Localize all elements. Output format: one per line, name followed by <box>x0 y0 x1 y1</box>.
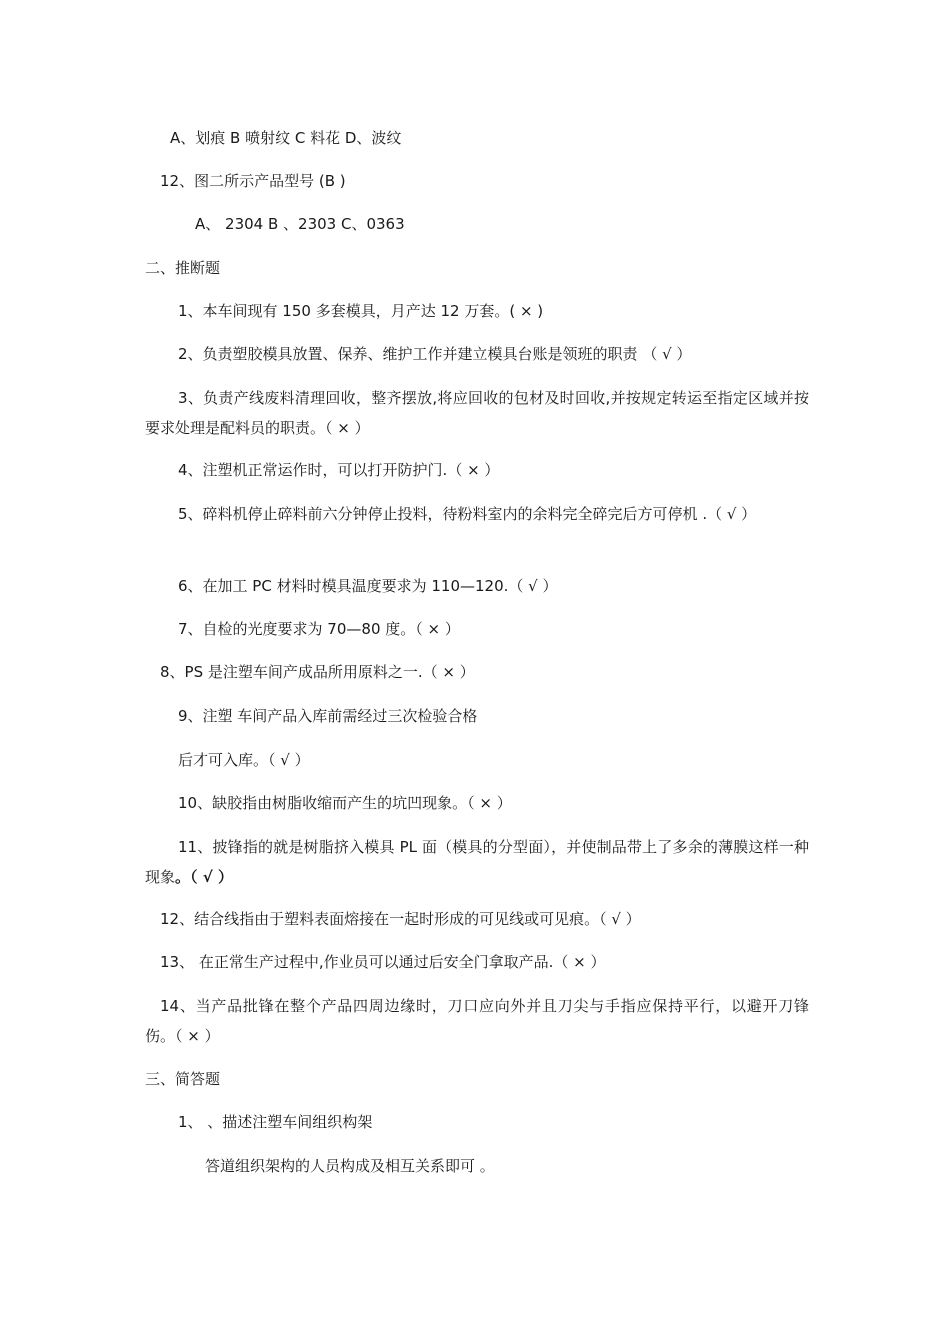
section2-heading: 二、推断题 <box>145 259 221 277</box>
judge-item-6: 6、在加工 PC 材料时模具温度要求为 110—120.（ √ ） <box>178 577 558 595</box>
q12-text: 12、图二所示产品型号 (B ) <box>160 172 346 190</box>
judge-item-3: 3、负责产线废料清理回收，整齐摆放,将应回收的包材及时回收,并按规定转运至指定区域并按要求处理是配料员的职责。（ × ） <box>145 389 809 437</box>
section3-heading: 三、简答题 <box>145 1070 221 1088</box>
judge-item-11 <box>145 832 809 892</box>
short-answer-q1-hint: 答道组织架构的人员构成及相互关系即可 。 <box>205 1157 495 1175</box>
judge-item-1: 1、本车间现有 150 多套模具，月产达 12 万套。( × ) <box>178 302 544 320</box>
judge-item-2: 2、负责塑胶模具放置、保养、维护工作并建立模具台账是领班的职责 （ √ ） <box>178 345 692 363</box>
judge-item-9: 9、注塑 车间产品入库前需经过三次检验合格 <box>178 707 478 725</box>
judge-item-11-text: 11、披锋指的就是树脂挤入模具 PL 面（模具的分型面），并使制品带上了多余的薄膜这样一种现象 <box>145 838 809 886</box>
judge-item-14: 14、当产品批锋在整个产品四周边缘时，刀口应向外并且刀尖与手指应保持平行，以避开刀锋伤。（ × ） <box>145 997 809 1045</box>
judge-item-10: 10、缺胶指由树脂收缩而产生的坑凹现象。（ × ） <box>178 794 512 812</box>
judge-item-11-answer: 。（ √ ） <box>175 868 233 886</box>
q12-options: A、 2304 B 、2303 C、0363 <box>195 215 405 233</box>
short-answer-q1: 1、 、描述注塑车间组织构架 <box>178 1113 373 1131</box>
judge-item-4: 4、注塑机正常运作时，可以打开防护门.（ × ） <box>178 461 500 479</box>
judge-item-7: 7、自检的光度要求为 70—80 度。（ × ） <box>178 620 460 638</box>
q11-options: A、划痕 B 喷射纹 C 料花 D、波纹 <box>170 129 402 147</box>
judge-item-12: 12、结合线指由于塑料表面熔接在一起时形成的可见线或可见痕。（ √ ） <box>160 910 641 928</box>
judge-item-13: 13、 在正常生产过程中,作业员可以通过后安全门拿取产品.（ × ） <box>160 953 606 971</box>
judge-item-8: 8、PS 是注塑车间产成品所用原料之一.（ × ） <box>160 663 475 681</box>
judge-item-9-cont: 后才可入库。（ √ ） <box>178 751 310 769</box>
judge-item-5: 5、碎料机停止碎料前六分钟停止投料，待粉料室内的余料完全碎完后方可停机 .（ √ ） <box>178 505 757 523</box>
